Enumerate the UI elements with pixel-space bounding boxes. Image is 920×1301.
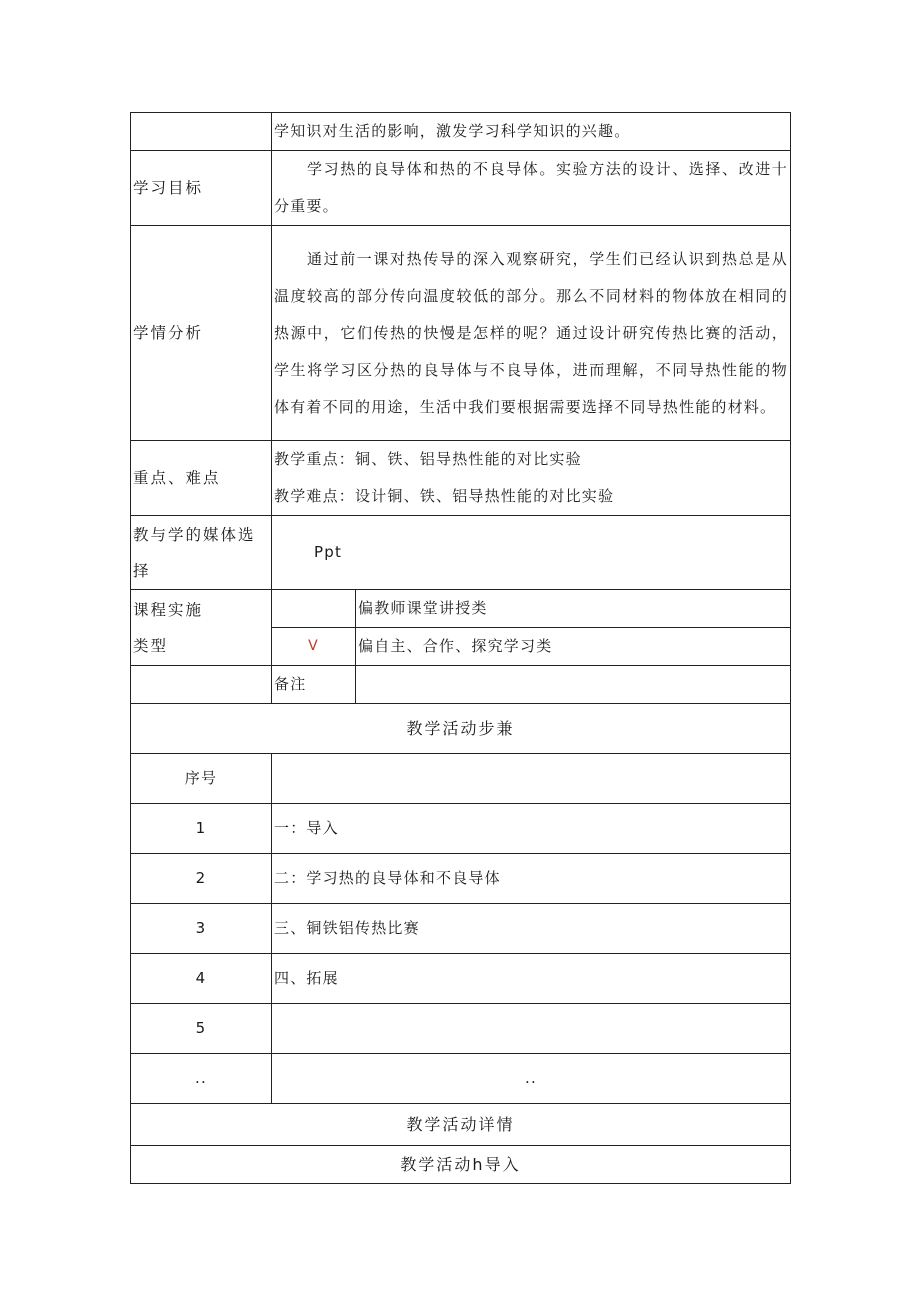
steps-header-content [272,754,791,804]
remark-value[interactable] [356,666,791,704]
analysis-row [131,226,791,441]
key-row [131,441,791,516]
course-type-label [131,590,272,666]
table-row [131,954,791,1004]
step-index: .. [131,1054,272,1104]
remark-label: 备注 [272,666,356,704]
steps-title-row [131,704,791,754]
steps-header-row [131,754,791,804]
steps-header-index: 序号 [131,754,272,804]
lesson-plan-table [130,112,791,1184]
step-index: 2 [131,854,272,904]
details-title: 教学活动详情 [131,1104,791,1146]
intro-label-cell [131,113,272,151]
step-index: 4 [131,954,272,1004]
goal-text: 学习热的良导体和热的不良导体。实验方法的设计、选择、改进十分重要。 [272,151,791,226]
course-type-label-line1: 课程实施 [133,600,204,619]
table-row [131,904,791,954]
key-label: 重点、难点 [131,441,272,516]
analysis-text: 通过前一课对热传导的深入观察研究，学生们已经认识到热总是从温度较高的部分传向温度较低的部分。那么不同材料的物体放在相同的热源中，它们传热的快慢是怎样的呢？通过设计研究传热比赛的活动，学生将学习区分热的良导体与不良导体，进而理解，不同导热性能的物体有着不同的用途，生活中我们要根据需要选择不同导热性能的材料。 [272,226,791,441]
difficult-point: 教学难点：设计铜、铁、铝导热性能的对比实验 [274,487,615,505]
key-point: 教学重点：铜、铁、铝导热性能的对比实验 [274,450,582,468]
details-subtitle: 教学活动h导入 [131,1146,791,1184]
table-row [131,804,791,854]
goal-row [131,151,791,226]
type-check-1[interactable] [272,590,356,628]
media-row [131,516,791,590]
type-option-2: 偏自主、合作、探究学习类 [356,628,791,666]
course-type-label-line2: 类型 [133,636,169,655]
step-text: 四、拓展 [272,954,791,1004]
step-text: .. [272,1054,791,1104]
step-index: 5 [131,1004,272,1054]
media-value: Ppt [272,516,791,590]
details-title-row [131,1104,791,1146]
table-row [131,1004,791,1054]
remark-spacer [131,666,272,704]
table-row [131,1054,791,1104]
step-index: 1 [131,804,272,854]
step-text: 二：学习热的良导体和不良导体 [272,854,791,904]
step-text [272,1004,791,1054]
details-subtitle-row [131,1146,791,1184]
remark-row [131,666,791,704]
intro-text: 学知识对生活的影响，激发学习科学知识的兴趣。 [272,113,791,151]
type-option-1: 偏教师课堂讲授类 [356,590,791,628]
step-text: 一：导入 [272,804,791,854]
analysis-label: 学情分析 [131,226,272,441]
intro-row [131,113,791,151]
step-index: 3 [131,904,272,954]
goal-label: 学习目标 [131,151,272,226]
type-check-2[interactable]: V [272,628,356,666]
course-type-row-1 [131,590,791,628]
steps-title: 教学活动步兼 [131,704,791,754]
table-row [131,854,791,904]
key-cell [272,441,791,516]
media-label: 教与学的媒体选择 [131,516,272,590]
step-text: 三、铜铁铝传热比赛 [272,904,791,954]
